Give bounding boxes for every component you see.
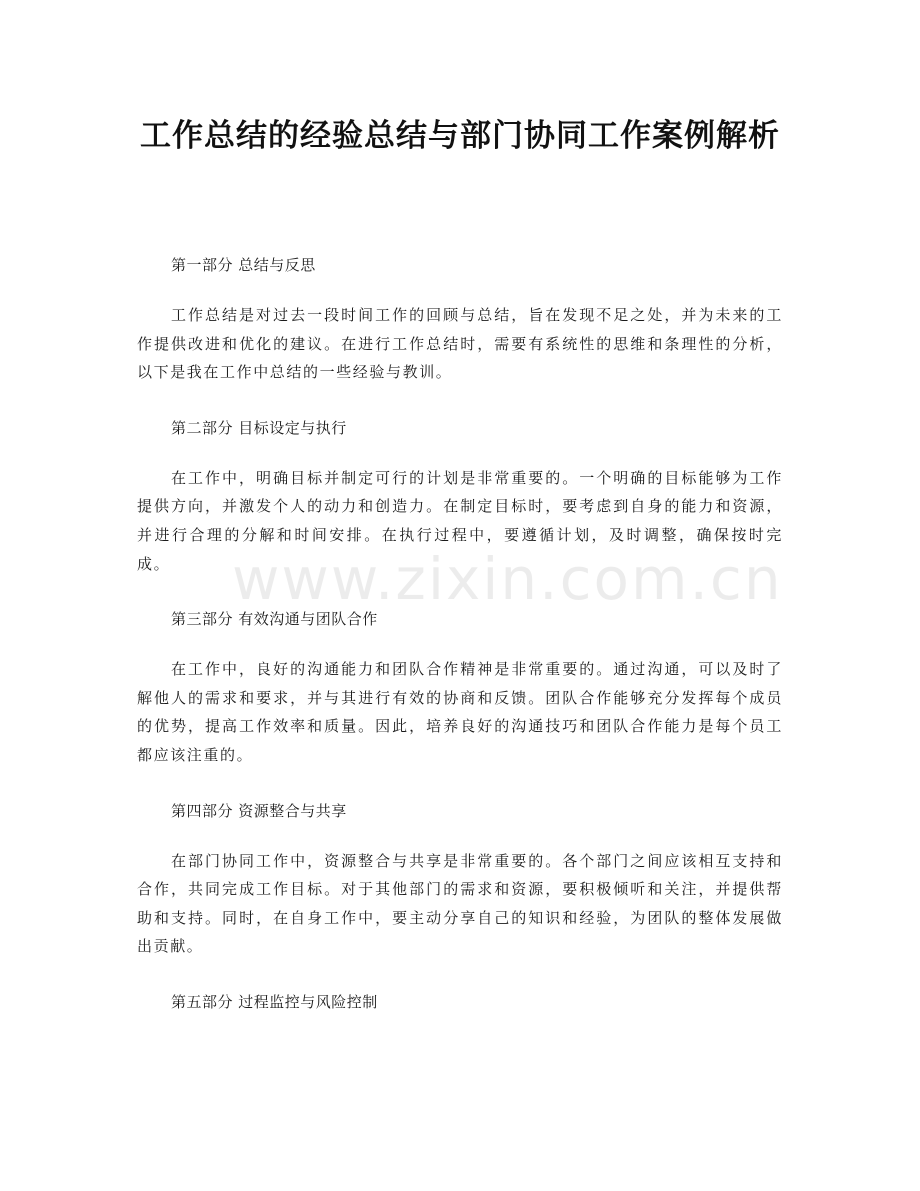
section-paragraph-1: 工作总结是对过去一段时间工作的回顾与总结，旨在发现不足之处，并为未来的工作提供改进和优化的建议。在进行工作总结时，需要有系统性的思维和条理性的分析，以下是我在工作中总结的一些经验与教训。	[137, 306, 783, 382]
section-paragraph-2: 在工作中，明确目标并制定可行的计划是非常重要的。一个明确的目标能够为工作提供方向，并激发个人的动力和创造力。在制定目标时，要考虑到自身的能力和资源，并进行合理的分解和时间安排。在执行过程中，要遵循计划，及时调整，确保按时完成。	[137, 468, 783, 573]
watermark: www.zixin.com.cn	[232, 545, 783, 613]
section-heading-1: 第一部分 总结与反思	[171, 256, 316, 274]
section-heading-4: 第四部分 资源整合与共享	[171, 801, 347, 820]
section-heading-3: 第三部分 有效沟通与团队合作	[171, 610, 378, 629]
page-title: 工作总结的经验总结与部门协同工作案例解析	[140, 118, 780, 154]
section-paragraph-4: 在部门协同工作中，资源整合与共享是非常重要的。各个部门之间应该相互支持和合作，共同完成工作目标。对于其他部门的需求和资源，要积极倾听和关注，并提供帮助和支持。同时，在自身工作中，要主动分享自己的知识和经验，为团队的整体发展做出贡献。	[137, 851, 783, 956]
section-heading-5: 第五部分 过程监控与风险控制	[171, 992, 378, 1011]
section-paragraph-3: 在工作中，良好的沟通能力和团队合作精神是非常重要的。通过沟通，可以及时了解他人的需求和要求，并与其进行有效的协商和反馈。团队合作能够充分发挥每个成员的优势，提高工作效率和质量。因此，培养良好的沟通技巧和团队合作能力是每个员工都应该注重的。	[137, 660, 783, 764]
section-heading-2: 第二部分 目标设定与执行	[171, 418, 347, 437]
document-body	[137, 248, 783, 1038]
